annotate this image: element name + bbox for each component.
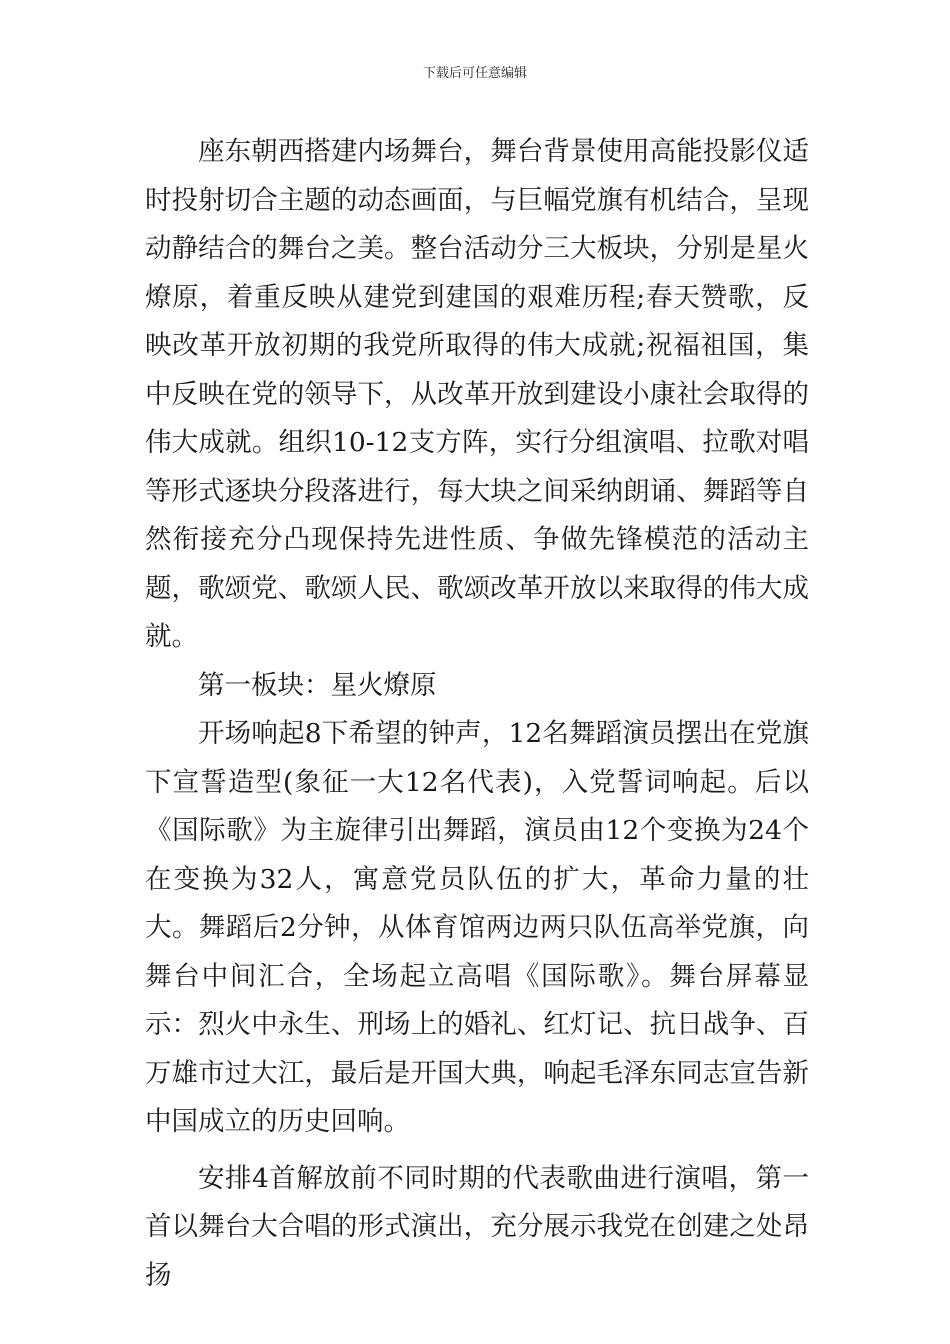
page-header-note: 下载后可任意编辑 (422, 66, 527, 81)
paragraph-opening-scene: 开场响起8下希望的钟声，12名舞蹈演员摆出在党旗下宣誓造型(象征一大12名代表)，入党誓词响起。后以《国际歌》为主旋律引出舞蹈，演员由12个变换为24个在变换为32人，寓意党员队伍的扩大，革命力量的壮大。舞蹈后2分钟，从体育馆两边两只队伍高举党旗，向舞台中间汇合，全场起立高唱《国际歌》。舞台屏幕显示：烈火中永生、刑场上的婚礼、红灯记、抗日战争、百万雄市过大江，最后是开国大典，响起毛泽东同志宣告新中国成立的历史回响。 (145, 718, 809, 1137)
paragraph-song-arrangement: 安排4首解放前不同时期的代表歌曲进行演唱，第一首以舞台大合唱的形式演出，充分展示我党在创建之处昂扬 (145, 1162, 809, 1291)
paragraph-stage-overview: 座东朝西搭建内场舞台，舞台背景使用高能投影仪适时投射切合主题的动态画面，与巨幅党旗有机结合，呈现动静结合的舞台之美。整台活动分三大板块，分别是星火燎原，着重反映从建党到建国的艰难历程;春天赞歌，反映改革开放初期的我党所取得的伟大成就;祝福祖国，集中反映在党的领导下，从改革开放到建设小康社会取得的伟大成就。组织10-12支方阵，实行分组演唱、拉歌对唱等形式逐块分段落进行，每大块之间采纳朗诵、舞蹈等自然衔接充分凸现保持先进性质、争做先锋模范的活动主题，歌颂党、歌颂人民、歌颂改革开放以来取得的伟大成就。 (145, 136, 809, 652)
section-heading-first-block: 第一板块：星火燎原 (198, 669, 437, 701)
document-body (145, 128, 809, 1300)
